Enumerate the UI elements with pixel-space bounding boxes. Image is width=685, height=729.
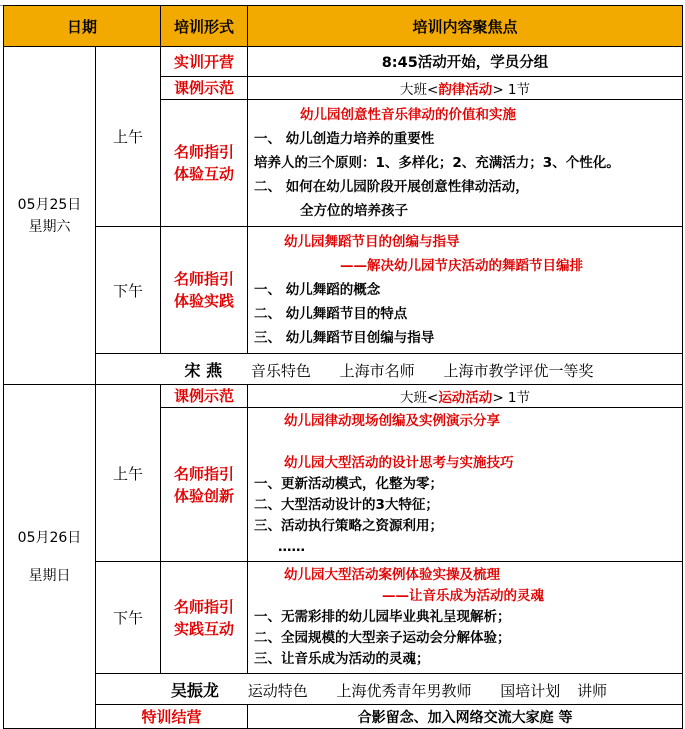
- day2-am-form-line2: 体验创新: [174, 486, 235, 505]
- day2-am-content: [248, 408, 683, 562]
- day2-speaker-name: 吴振龙: [170, 680, 219, 700]
- day1-pm-form-line1: 名师指引: [174, 270, 235, 288]
- day1-demo-form: 课例示范: [161, 77, 248, 100]
- training-schedule-table: [3, 5, 683, 729]
- day1-demo-content: [248, 77, 683, 100]
- day2-demo-post: > 1节: [492, 390, 531, 406]
- header-date: 日期: [4, 6, 161, 47]
- day2-pm-line-1: ——让音乐成为活动的灵魂: [382, 588, 545, 604]
- day2-pm-form-line2: 实践互动: [174, 619, 235, 638]
- day2-am-line-3: 一、更新活动模式，化整为零；: [254, 476, 444, 492]
- day2-demo-content: [248, 385, 683, 408]
- day2-date-cell: [4, 385, 96, 729]
- day2-closing-row: [4, 705, 683, 729]
- day1-speaker-award: 上海市教学评优一等奖: [443, 361, 594, 380]
- day2-am-form-line1: 名师指引: [174, 464, 235, 483]
- day1-am-form-line2: 体验互动: [174, 165, 235, 183]
- day2-am-line-6: ……: [278, 539, 306, 555]
- day1-opening-row: [4, 47, 683, 77]
- day1-pm-content: [248, 227, 683, 354]
- day2-morning: 上午: [96, 385, 161, 562]
- day1-am-form-line1: 名师指引: [174, 143, 235, 161]
- day2-closing-content: 合影留念、加入网络交流大家庭 等: [248, 705, 683, 729]
- day2-speaker-row: [4, 674, 683, 705]
- day2-speaker-title: 上海优秀青年男教师: [336, 681, 472, 700]
- day2-afternoon: 下午: [96, 562, 161, 674]
- day1-am-line-1: 一、 幼儿创造力培养的重要性: [254, 131, 435, 147]
- day2-closing-form: 特训结营: [96, 705, 248, 729]
- day1-opening-content: 8:45活动开始，学员分组: [248, 47, 683, 77]
- day1-demo-title: 韵律活动: [438, 82, 493, 98]
- day2-pm-session-row: [4, 562, 683, 674]
- day2-am-line-1: [254, 432, 676, 453]
- day1-am-line-2: 培养人的三个原则：1、多样化；2、充满活力；3、个性化。: [254, 155, 620, 171]
- day1-date-cell: [4, 47, 96, 385]
- day1-am-line-3: 二、 如何在幼儿园阶段开展创意性律动活动，: [254, 179, 529, 195]
- day1-am-line-4: 全方位的培养孩子: [300, 203, 409, 219]
- day2-am-line-4: 二、大型活动设计的3大特征；: [254, 497, 439, 513]
- day1-speaker-title: 上海市名师: [339, 361, 415, 380]
- day2-pm-content: [248, 562, 683, 674]
- day1-afternoon: 下午: [96, 227, 161, 354]
- day1-morning: 上午: [96, 47, 161, 227]
- day1-weekday: 星期六: [28, 218, 71, 235]
- day2-am-line-2: 幼儿园大型活动的设计思考与实施技巧: [284, 455, 514, 471]
- day2-pm-line-0: 幼儿园大型活动案例体验实操及梳理: [284, 567, 501, 583]
- day1-pm-line-2: 一、 幼儿舞蹈的概念: [254, 282, 381, 298]
- day1-pm-session-row: [4, 227, 683, 354]
- day2-speaker-specialty: 运动特色: [247, 681, 308, 700]
- day2-speaker-role: 讲师: [577, 681, 608, 700]
- day1-speaker-specialty: 音乐特色: [250, 361, 311, 380]
- day1-am-form: [161, 100, 248, 227]
- day1-demo-post: > 1节: [492, 82, 531, 98]
- day1-am-content: [248, 100, 683, 227]
- day1-pm-form-line2: 体验实践: [174, 292, 235, 310]
- day2-speaker-program: 国培计划: [500, 681, 561, 700]
- day2-am-line-0: 幼儿园律动现场创编及实例演示分享: [284, 413, 501, 429]
- day1-opening-form: 实训开营: [161, 47, 248, 77]
- day1-pm-line-3: 二、 幼儿舞蹈节目的特点: [254, 306, 408, 322]
- day2-demo-pre: 大班<: [400, 390, 439, 406]
- day2-pm-line-4: 三、让音乐成为活动的灵魂；: [254, 651, 430, 667]
- day2-am-form: [161, 408, 248, 562]
- day2-weekday: 星期日: [28, 567, 71, 584]
- day2-demo-form: 课例示范: [161, 385, 248, 408]
- day1-speaker: [96, 354, 683, 385]
- day2-pm-line-3: 二、全园规模的大型亲子运动会分解体验；: [254, 630, 511, 646]
- day1-pm-line-4: 三、 幼儿舞蹈节目创编与指导: [254, 330, 435, 346]
- day2-demo-row: [4, 385, 683, 408]
- day1-date: 05月25日: [17, 196, 82, 213]
- day2-pm-line-2: 一、无需彩排的幼儿园毕业典礼呈现解析；: [254, 609, 511, 625]
- day1-pm-line-1: ——解决幼儿园节庆活动的舞蹈节目编排: [340, 258, 584, 274]
- day2-am-line-5: 三、活动执行策略之资源利用；: [254, 518, 444, 534]
- day1-am-line-0: 幼儿园创意性音乐律动的价值和实施: [300, 107, 517, 123]
- day1-speaker-row: [4, 354, 683, 385]
- header-focus: 培训内容聚焦点: [248, 6, 683, 47]
- day2-date: 05月26日: [17, 529, 82, 546]
- day1-speaker-name: 宋 燕: [184, 360, 223, 380]
- day2-pm-form: [161, 562, 248, 674]
- day2-speaker: [96, 674, 683, 705]
- day1-demo-pre: 大班<: [400, 82, 439, 98]
- day1-pm-form: [161, 227, 248, 354]
- day1-pm-line-0: 幼儿园舞蹈节目的创编与指导: [284, 234, 460, 250]
- day2-pm-form-line1: 名师指引: [174, 597, 235, 616]
- day2-demo-title: 运动活动: [438, 390, 493, 406]
- header-row: [4, 6, 683, 47]
- header-form: 培训形式: [161, 6, 248, 47]
